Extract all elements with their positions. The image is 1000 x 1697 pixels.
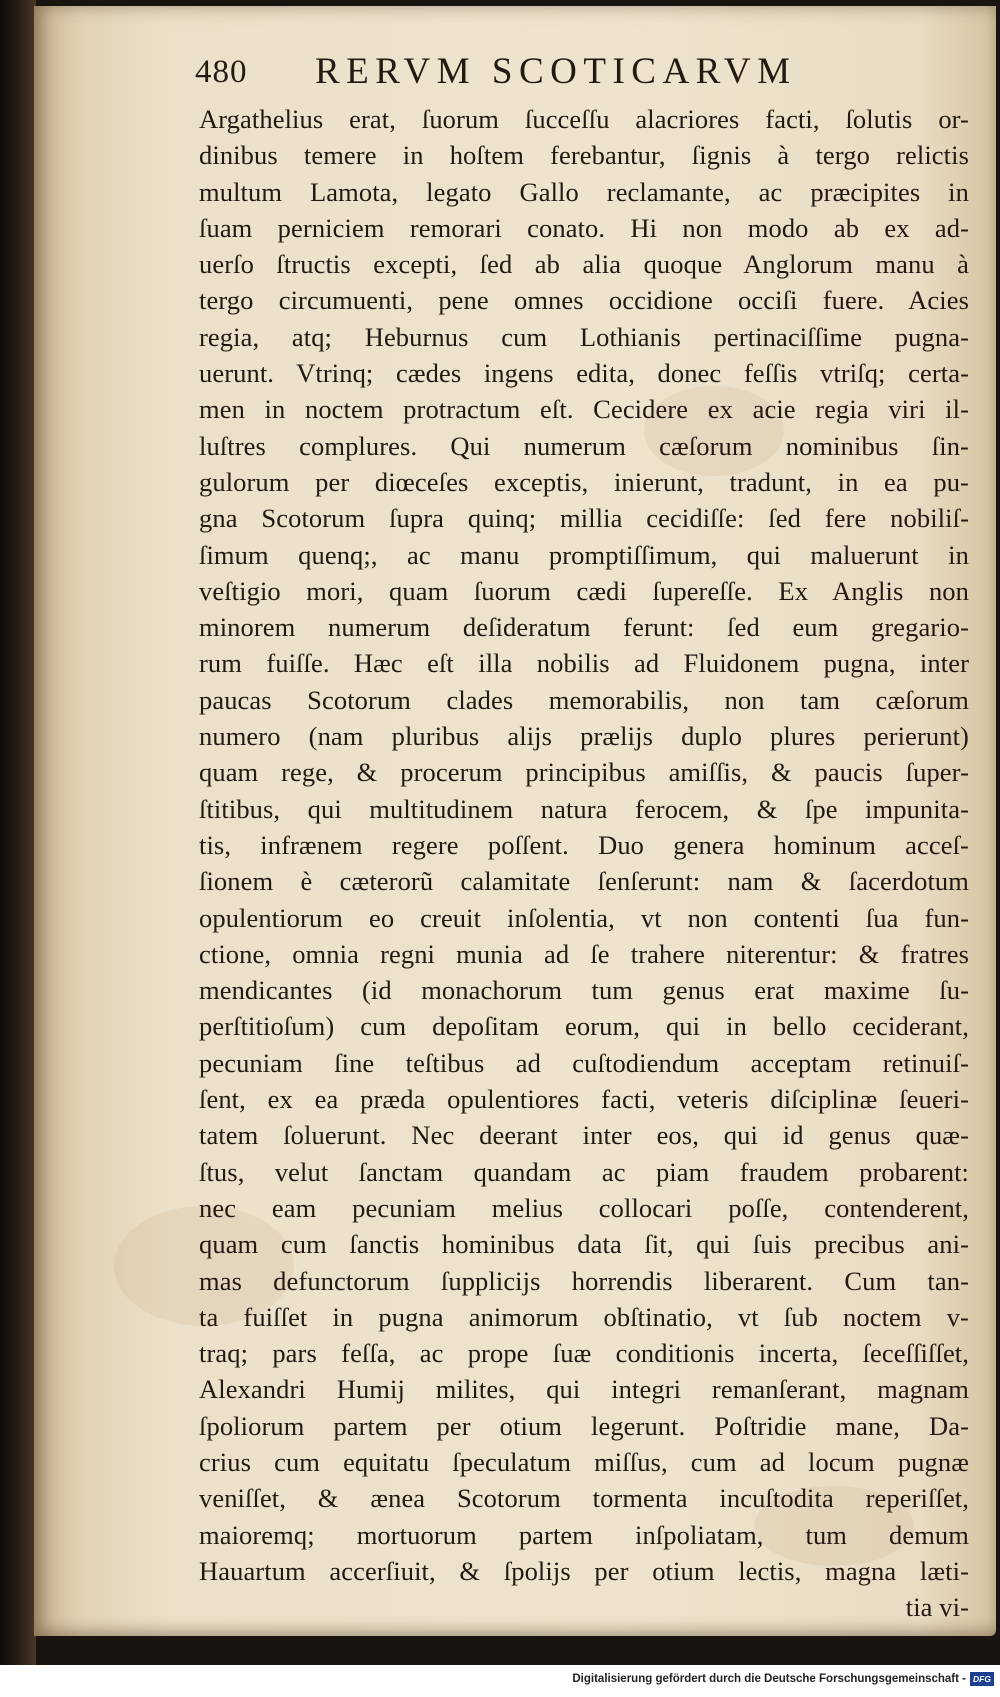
page-header xyxy=(195,50,855,102)
text-line-underlined: perſtitioſum) cum depoſitam eorum, qui in bello ceciderant, xyxy=(199,1008,969,1044)
text-line: Argathelius erat, ſuorum ſucceſſu alacriores facti, ſolutis or- xyxy=(199,104,969,134)
text-line: traq; pars feſſa, ac prope ſuæ conditionis incerta, ſeceſſiſſet, xyxy=(199,1338,969,1369)
text-line: men in noctem protractum eſt. Cecidere ex acie regia viri il- xyxy=(199,394,969,425)
text-line-underlined: ſent, ex ea præda opulentiores facti, veteris diſciplinæ ſeueri- xyxy=(199,1081,969,1117)
running-title: RERVM SCOTICARVM xyxy=(315,51,797,92)
text-line: ctione, omnia regni munia ad ſe trahere niterentur: & fratres xyxy=(199,938,969,969)
text-line: multum Lamota, legato Gallo reclamante, ac præcipites in xyxy=(199,176,969,207)
catchword-line: tia vi- xyxy=(905,1592,969,1623)
text-line: tis, infrænem regere poſſent. Duo genera hominum acceſ- xyxy=(199,829,969,860)
text-line: ſionem è cæterorũ calamitate ſenſerunt: nam & ſacerdotum xyxy=(199,866,969,897)
text-line: luſtres complures. Qui numerum cæſorum nominibus ſin- xyxy=(199,430,969,461)
book-binding-edge xyxy=(0,0,36,1665)
dfg-logo-icon: DFG xyxy=(970,1672,994,1686)
text-line: tatem ſoluerunt. Nec deerant inter eos, qui id genus quæ- xyxy=(199,1120,969,1151)
text-line: quam rege, & procerum principibus amiſſis, & paucis ſuper- xyxy=(199,757,969,788)
text-line: dinibus temere in hoſtem ferebantur, ſignis à tergo relictis xyxy=(199,140,969,171)
text-line: uerſo ſtructis excepti, ſed ab alia quoque Anglorum manu à xyxy=(199,249,969,280)
text-line: Hauartum accerſiuit, & ſpolijs per otium lectis, magna læti- xyxy=(199,1555,969,1586)
text-line-underlined: rum fuiſſe. Hæc eſt illa nobilis ad Fluidonem pugna, inter xyxy=(199,645,969,681)
text-line: maioremq; mortuorum partem inſpoliatam, tum demum xyxy=(199,1519,969,1550)
page-number: 480 xyxy=(195,54,248,90)
text-line: ſtus, velut ſanctam quandam ac piam fraudem probarent: xyxy=(199,1156,969,1187)
text-line-underlined: ſtitibus, qui multitudinem natura ferocem, & ſpe impunita- xyxy=(199,791,969,827)
text-line: opulentiorum eo creuit inſolentia, vt non contenti ſua fun- xyxy=(199,902,969,933)
text-line: gulorum per diœceſes exceptis, inierunt, tradunt, in ea pu- xyxy=(199,466,969,497)
text-line: ta fuiſſet in pugna animorum obſtinatio, vt ſub noctem v- xyxy=(199,1301,969,1332)
funding-credit: Digitalisierung gefördert durch die Deutsche Forschungsgemeinschaft - xyxy=(572,1673,966,1685)
text-line: uerunt. Vtrinq; cædes ingens edita, donec feſſis vtriſq; certa- xyxy=(199,358,969,389)
text-line: Alexandri Humij milites, qui integri remanſerant, magnam xyxy=(199,1374,969,1405)
text-line: crius cum equitatu ſpeculatum miſſus, cum ad locum pugnæ xyxy=(199,1446,969,1477)
text-line: regia, atq; Heburnus cum Lothianis pertinaciſſime pugna- xyxy=(199,321,969,352)
text-line: veſtigio mori, quam ſuorum cædi ſupereſſe. Ex Anglis non xyxy=(199,575,969,606)
text-line: mas defunctorum ſupplicijs horrendis liberarent. Cum tan- xyxy=(199,1265,969,1296)
text-line: tergo circumuenti, pene omnes occidione occiſi fuere. Acies xyxy=(199,285,969,316)
text-line-underlined: numero (nam pluribus alijs prælijs duplo plures perierunt) xyxy=(199,718,969,754)
text-line: ſpoliorum partem per otium legerunt. Poſtridie mane, Da- xyxy=(199,1410,969,1441)
body-text xyxy=(199,101,969,1625)
text-line: minorem numerum deſideratum ferunt: ſed eum gregario- xyxy=(199,612,969,643)
text-line: mendicantes (id monachorum tum genus erat maxime ſu- xyxy=(199,975,969,1006)
text-line: ſuam perniciem remorari conato. Hi non modo ab ex ad- xyxy=(199,212,969,243)
text-line-underlined: pecuniam ſine teſtibus ad cuſtodiendum acceptam retinuiſ- xyxy=(199,1045,969,1081)
text-line: quam cum ſanctis hominibus data ſit, qui ſuis precibus ani- xyxy=(199,1229,969,1260)
text-line-underlined: paucas Scotorum clades memorabilis, non tam cæſorum xyxy=(199,682,969,718)
text-line: gna Scotorum ſupra quinq; millia cecidiſſe: ſed fere nobiliſ- xyxy=(199,503,969,534)
text-line: ſimum quenq;, ac manu promptiſſimum, qui maluerunt in xyxy=(199,539,969,570)
text-line: nec eam pecuniam melius collocari poſſe, contenderent, xyxy=(199,1192,969,1223)
digitization-footer xyxy=(0,1665,1000,1697)
text-line: veniſſet, & ænea Scotorum tormenta incuſtodita reperiſſet, xyxy=(199,1483,969,1514)
